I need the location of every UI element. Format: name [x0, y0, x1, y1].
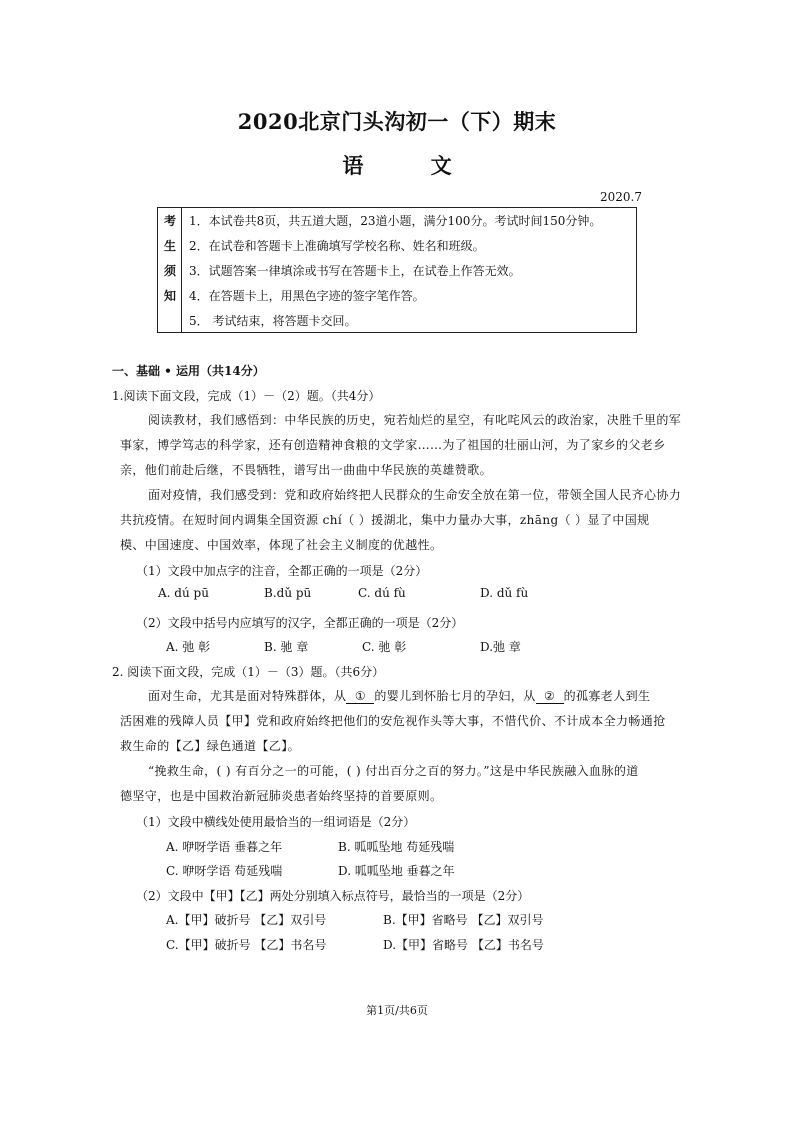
q2-sub2-option-d: D.【甲】省略号 【乙】书名号	[383, 938, 544, 952]
exam-date: 2020.7	[600, 190, 642, 204]
notice-rule: 4．在答题卡上，用黑色字迹的签字笔作答。	[189, 289, 425, 303]
q2-passage-line: 活困难的残障人员【甲】党和政府始终把他们的安危视作头等大事，不惜代价、不计成本全力畅通抢	[120, 714, 666, 728]
blank-2: ②	[536, 689, 564, 704]
q2-passage-line: 救生命的【乙】绿色通道【乙】。	[120, 739, 301, 753]
page-number: 第1页/共6页	[366, 1004, 428, 1017]
q1-sub1-option-b: B.dǔ pū	[264, 586, 312, 600]
notice-rule: 1．本试卷共8页，共五道大题，23道小题，满分100分。考试时间150分钟。	[189, 214, 602, 228]
notice-label-char: 考	[163, 214, 176, 228]
q1-passage-line: 模、中国速度、中国效率，体现了社会主义制度的优越性。	[120, 538, 443, 552]
section-heading: 一、基础 • 运用（共14分）	[112, 364, 265, 378]
q2-sub1-option-a: A. 咿呀学语 垂暮之年	[166, 840, 283, 854]
q1-sub1-option-d: D. dǔ fù	[480, 586, 529, 600]
notice-rule: 2．在试卷和答题卡上准确填写学校名称、姓名和班级。	[189, 239, 485, 253]
q2-passage-text: 的孤寡老人到生	[563, 689, 651, 703]
notice-rule: 3．试题答案一律填涂或书写在答题卡上，在试卷上作答无效。	[189, 264, 521, 278]
q1-sub1: （1）文段中加点字的注音，全都正确的一项是（2分）	[136, 564, 428, 578]
q2-sub2: （2）文段中【甲】【乙】两处分别填入标点符号，最恰当的一项是（2分）	[136, 889, 530, 903]
q1-passage-line: 共抗疫情。在短时间内调集全国资源 chí（ ）援湖北，集中力量办大事，zhāng（ ）显了中国规	[120, 513, 650, 527]
q2-sub1: （1）文段中横线处使用最恰当的一组词语是（2分）	[136, 815, 416, 829]
notice-rule: 5． 考试结束，将答题卡交回。	[189, 314, 357, 328]
q2-sub2-option-b: B.【甲】省略号 【乙】双引号	[383, 913, 544, 927]
notice-label-char: 知	[163, 289, 176, 303]
q1-passage-line: 面对疫情，我们感受到：党和政府始终把人民群众的生命安全放在第一位，带领全国人民齐心协力	[148, 488, 682, 502]
q2-passage-text: 的婴儿到怀胎七月的孕妇，从	[374, 689, 536, 703]
q2-passage-line: “挽救生命，( ) 有百分之一的可能，( ) 付出百分之百的努力。”这是中华民族融入血脉的道	[148, 764, 639, 778]
question-1-stem: 1.阅读下面文段，完成（1）－（2）题。（共4分）	[112, 389, 381, 403]
notice-label-char: 生	[163, 239, 176, 253]
q2-sub1-option-b: B. 呱呱坠地 苟延残喘	[338, 840, 455, 854]
page-title: 2020北京门头沟初一（下）期末	[237, 109, 557, 134]
q2-passage-text: 面对生命，尤其是面对特殊群体，从	[148, 689, 347, 703]
q2-sub2-option-a: A.【甲】破折号 【乙】双引号	[166, 913, 327, 927]
q1-sub2: （2）文段中括号内应填写的汉字，全都正确的一项是（2分）	[136, 616, 464, 630]
q1-sub2-option-b: B. 驰 章	[264, 640, 309, 654]
q1-sub1-option-a: A. dú pū	[158, 586, 209, 600]
q2-passage-line: 德坚守，也是中国救治新冠肺炎患者始终坚持的首要原则。	[120, 789, 443, 803]
q1-sub2-option-c: C. 驰 彰	[362, 640, 407, 654]
notice-label-char: 须	[163, 264, 176, 278]
q2-passage-line	[148, 687, 650, 704]
q1-sub2-option-a: A. 弛 彰	[166, 640, 211, 654]
q2-sub2-option-c: C.【甲】破折号 【乙】书名号	[166, 938, 327, 952]
q1-passage-line: 事家，博学笃志的科学家，还有创造精神食粮的文学家……为了祖国的壮丽山河，为了家乡的父老乡	[120, 438, 666, 452]
question-2-stem: 2. 阅读下面文段，完成（1）－（3）题。（共6分）	[112, 665, 385, 679]
exam-notice-box	[157, 207, 637, 333]
q1-sub1-option-c: C. dú fù	[358, 586, 406, 600]
q2-sub1-option-d: D. 呱呱坠地 垂暮之年	[338, 864, 455, 878]
q2-sub1-option-c: C. 咿呀学语 苟延残喘	[166, 864, 283, 878]
notice-label-column	[158, 208, 182, 332]
blank-1: ①	[346, 689, 374, 704]
subject-title: 语 文	[342, 153, 482, 178]
q1-passage-line: 亲，他们前赴后继，不畏牺牲，谱写出一曲曲中华民族的英雄赞歌。	[120, 463, 493, 477]
q1-passage-line: 阅读教材，我们感悟到：中华民族的历史，宛若灿烂的星空，有叱咤风云的政治家，决胜千里的军	[148, 413, 682, 427]
q1-sub2-option-d: D.弛 章	[480, 640, 521, 654]
